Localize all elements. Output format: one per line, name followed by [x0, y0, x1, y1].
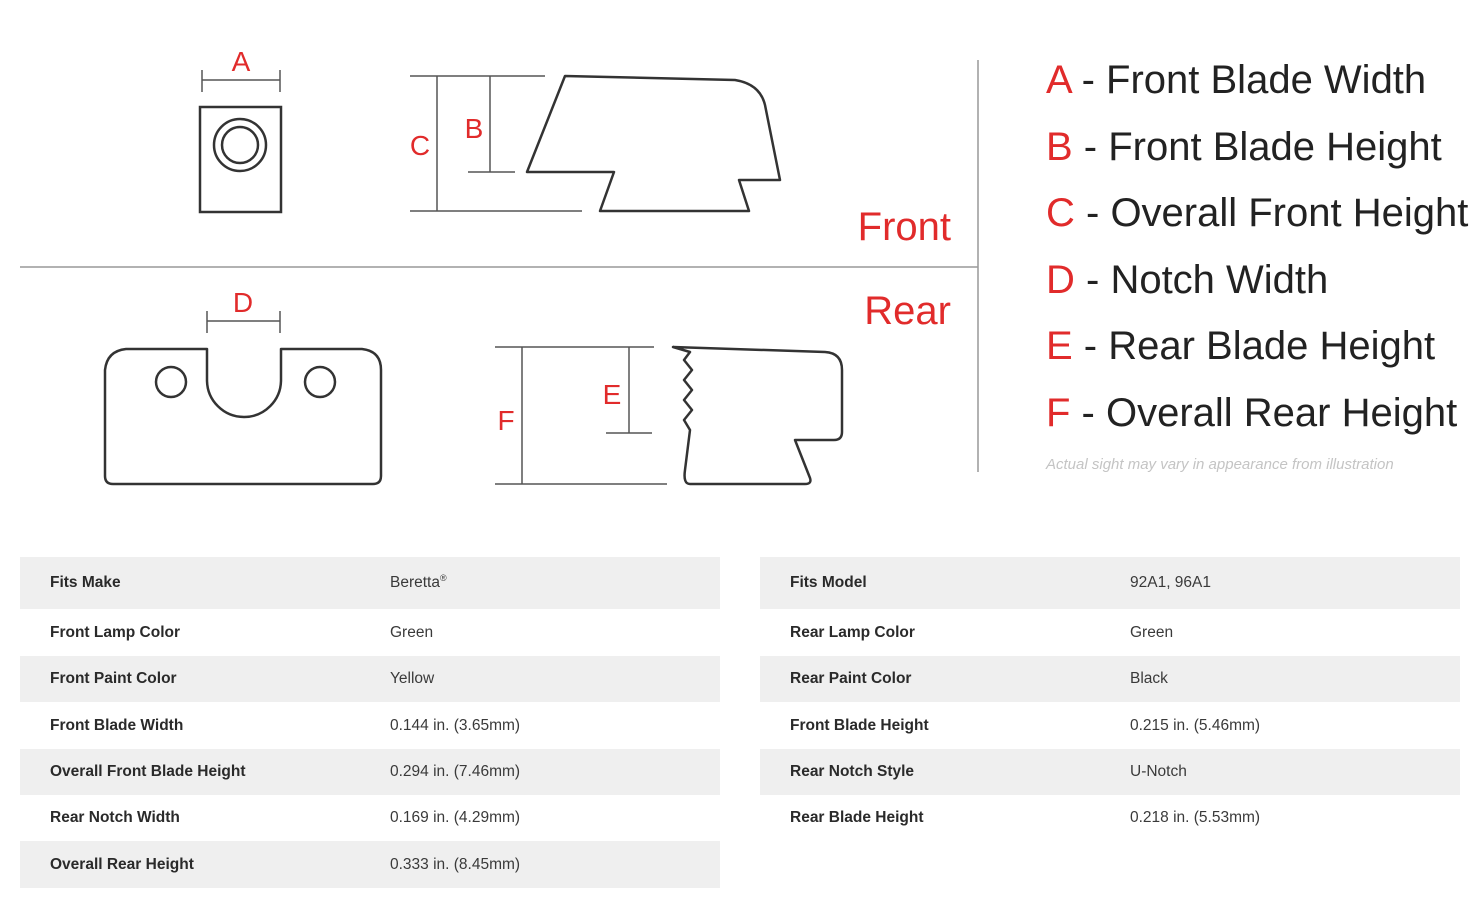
spec-table-left: [20, 557, 720, 888]
spec-key: Front Blade Width: [50, 716, 184, 734]
legend-text: - Rear Blade Height: [1072, 324, 1436, 368]
table-row: [20, 749, 720, 795]
dimension-legend: [1046, 52, 1469, 451]
spec-value: Yellow: [360, 656, 720, 702]
spec-key: Fits Make: [20, 557, 360, 609]
table-row: [760, 702, 1460, 749]
spec-key: Rear Notch Style: [760, 749, 1100, 795]
spec-value: 0.218 in. (5.53mm): [1130, 809, 1261, 826]
spec-key: Fits Model: [760, 557, 1100, 609]
legend-text: - Front Blade Height: [1072, 124, 1442, 169]
legend-letter: D: [1046, 257, 1075, 302]
table-row: [20, 795, 720, 841]
spec-value: Green: [390, 623, 434, 641]
legend-item-e: [1046, 318, 1466, 385]
spec-key: Front Lamp Color: [50, 623, 181, 641]
label-b: B: [464, 113, 484, 144]
legend-item-d: [1046, 252, 1466, 319]
spec-value: 0.215 in. (5.46mm): [1130, 716, 1261, 734]
table-row: [760, 749, 1460, 795]
spec-value: 0.169 in. (4.29mm): [390, 809, 521, 826]
spec-value: 0.333 in. (8.45mm): [360, 841, 720, 888]
legend-letter: F: [1046, 390, 1071, 435]
legend-text: - Front Blade Width: [1070, 58, 1427, 102]
dimension-f: [495, 347, 667, 484]
spec-value: [360, 557, 720, 609]
table-row: [20, 557, 720, 609]
spec-key: Rear Paint Color: [760, 656, 1100, 702]
legend-text: - Overall Front Height: [1074, 191, 1469, 235]
spec-key: Overall Front Blade Height: [20, 749, 360, 795]
label-a: A: [231, 46, 251, 77]
spec-key: Front Blade Height: [790, 716, 929, 734]
legend-text: - Overall Rear Height: [1070, 390, 1458, 435]
spec-value: 0.144 in. (3.65mm): [390, 716, 521, 734]
spec-value: 92A1, 96A1: [1100, 557, 1460, 609]
label-f: F: [497, 405, 515, 436]
label-e: E: [602, 379, 622, 410]
table-row: [760, 557, 1460, 609]
spec-key: Front Paint Color: [20, 656, 360, 702]
front-sight-profile: [527, 76, 780, 211]
label-c: C: [409, 130, 431, 161]
spec-value: Green: [1130, 623, 1174, 641]
front-sight-face: [200, 107, 281, 212]
spec-key: Rear Lamp Color: [790, 623, 915, 641]
disclaimer: Actual sight may vary in appearance from illustration: [1046, 456, 1394, 473]
legend-letter: A: [1046, 58, 1071, 102]
table-row: [20, 841, 720, 888]
spec-table-right: [760, 557, 1460, 841]
legend-item-f: [1046, 385, 1466, 452]
rear-sight-face: [105, 349, 381, 484]
front-label: Front: [857, 205, 951, 249]
spec-key: Overall Rear Height: [20, 841, 360, 888]
registered-mark: ®: [439, 573, 447, 584]
legend-item-b: [1046, 119, 1466, 186]
table-row: [760, 656, 1460, 702]
spec-value: Black: [1100, 656, 1460, 702]
legend-item-c: [1046, 185, 1469, 252]
table-row: [760, 609, 1460, 656]
legend-item-a: [1046, 52, 1466, 119]
legend-letter: E: [1046, 324, 1073, 368]
spec-key: Rear Blade Height: [790, 809, 924, 826]
rear-sight-profile: [673, 347, 842, 484]
spec-key: Rear Notch Width: [50, 809, 180, 826]
label-d: D: [232, 287, 254, 318]
legend-text: - Notch Width: [1074, 257, 1329, 302]
spec-value: U-Notch: [1100, 749, 1460, 795]
rear-label: Rear: [864, 289, 951, 333]
table-row: [20, 702, 720, 749]
table-row: [760, 795, 1460, 841]
legend-letter: C: [1046, 191, 1075, 235]
table-row: [20, 656, 720, 702]
legend-letter: B: [1046, 124, 1073, 169]
spec-value-text: Beretta: [390, 574, 440, 592]
spec-value: 0.294 in. (7.46mm): [360, 749, 720, 795]
table-row: [20, 609, 720, 656]
